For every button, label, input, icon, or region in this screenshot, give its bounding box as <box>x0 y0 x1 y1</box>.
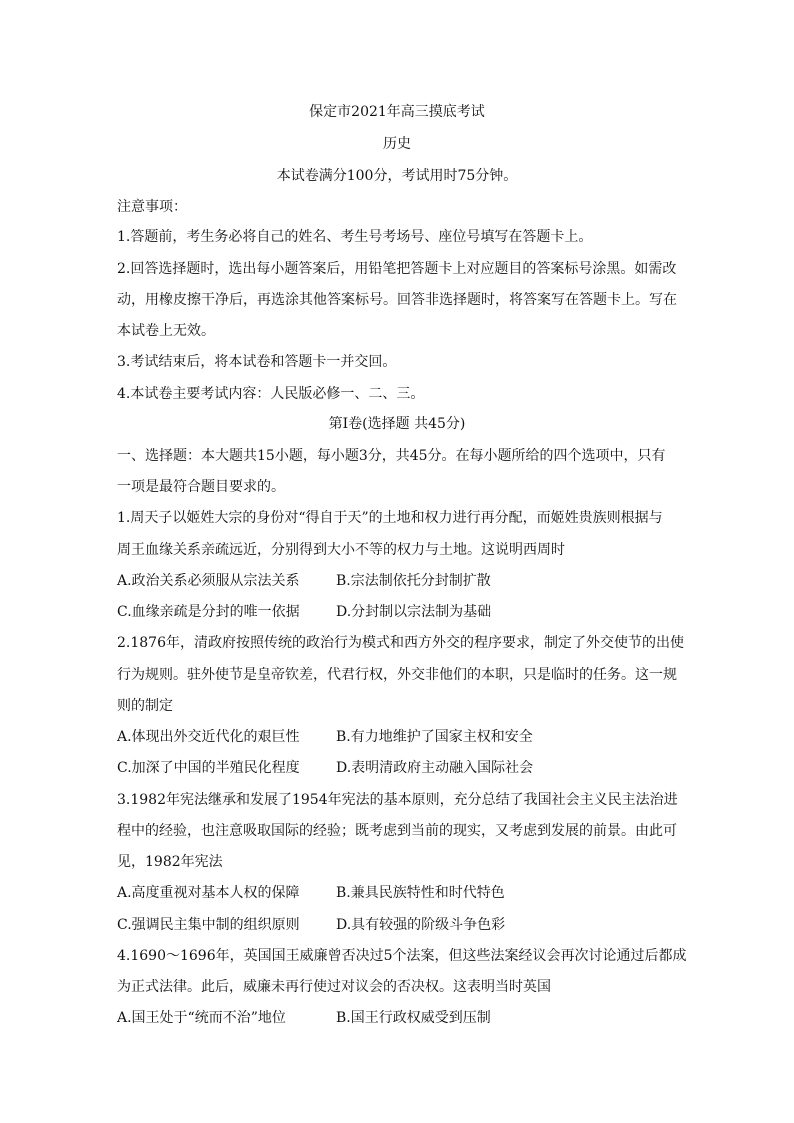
note-4: 4.本试卷主要考试内容：人民版必修一、二、三。 <box>117 386 425 402</box>
question-4-stem-line-1: 4.1690～1696年，英国国王威廉曾否决过5个法案，但这些法案经议会再次讨论通过后都成 <box>117 948 687 964</box>
note-2-line-2: 动，用橡皮擦干净后，再选涂其他答案标号。回答非选择题时，将答案写在答题卡上。写在 <box>117 292 677 308</box>
section-title: 第Ⅰ卷(选择题 共45分) <box>328 416 466 432</box>
question-3-option-a: A.高度重视对基本人权的保障 <box>117 885 300 901</box>
question-3-option-c: C.强调民主集中制的组织原则 <box>117 917 300 933</box>
question-2-option-c: C.加深了中国的半殖民化程度 <box>117 760 300 776</box>
exam-title: 保定市2021年高三摸底考试 <box>309 104 485 120</box>
question-2-stem-line-2: 行为规则。驻外使节是皇帝钦差，代君行权，外交非他们的本职，只是临时的任务。这一规 <box>117 667 677 683</box>
question-3-option-d: D.具有较强的阶级斗争色彩 <box>336 917 506 933</box>
note-2-line-3: 本试卷上无效。 <box>117 323 215 339</box>
question-3-stem-line-2: 程中的经验，也注意吸取国际的经验；既考虑到当前的现实，又考虑到发展的前景。由此可 <box>117 823 677 839</box>
section-intro-line-1: 一、选择题：本大题共15小题，每小题3分，共45分。在每小题所给的四个选项中，只有 <box>117 448 666 464</box>
note-3: 3.考试结束后，将本试卷和答题卡一并交回。 <box>117 354 397 370</box>
question-2-option-d: D.表明清政府主动融入国际社会 <box>336 760 534 776</box>
question-1-option-c: C.血缘亲疏是分封的唯一依据 <box>117 604 300 620</box>
question-1-stem-line-2: 周王血缘关系亲疏远近，分别得到大小不等的权力与土地。这说明西周时 <box>117 542 565 558</box>
question-2-stem-line-1: 2.1876年，清政府按照传统的政治行为模式和西方外交的程序要求，制定了外交使节的出使 <box>117 635 684 651</box>
question-4-option-a: A.国王处于“统而不治”地位 <box>117 1010 286 1026</box>
notes-heading: 注意事项： <box>117 199 187 215</box>
section-intro-line-2: 一项是最符合题目要求的。 <box>117 479 285 495</box>
question-1-stem-line-1: 1.周天子以姬姓大宗的身份对“得自于天”的土地和权力进行再分配，而姬姓贵族则根据与 <box>117 510 663 526</box>
question-1-option-b: B.宗法制依托分封制扩散 <box>336 573 491 589</box>
exam-info: 本试卷满分100分，考试用时75分钟。 <box>276 168 518 184</box>
exam-subject: 历史 <box>383 136 411 152</box>
question-3-stem-line-3: 见，1982年宪法 <box>117 854 223 870</box>
question-3-stem-line-1: 3.1982年宪法继承和发展了1954年宪法的基本原则，充分总结了我国社会主义民主法治进 <box>117 792 678 808</box>
question-1-option-a: A.政治关系必须服从宗法关系 <box>117 573 300 589</box>
note-1: 1.答题前，考生务必将自己的姓名、考生号考场号、座位号填写在答题卡上。 <box>117 229 593 245</box>
question-4-option-b: B.国王行政权威受到压制 <box>336 1010 491 1026</box>
question-2-option-a: A.体现出外交近代化的艰巨性 <box>117 729 300 745</box>
question-4-stem-line-2: 为正式法律。此后，威廉未再行使过对议会的否决权。这表明当时英国 <box>117 979 551 995</box>
note-2-line-1: 2.回答选择题时，选出每小题答案后，用铅笔把答题卡上对应题目的答案标号涂黑。如需改 <box>117 261 677 277</box>
question-1-option-d: D.分封制以宗法制为基础 <box>336 604 492 620</box>
question-3-option-b: B.兼具民族特性和时代特色 <box>336 885 505 901</box>
question-2-stem-line-3: 则的制定 <box>117 698 173 714</box>
question-2-option-b: B.有力地维护了国家主权和安全 <box>336 729 533 745</box>
